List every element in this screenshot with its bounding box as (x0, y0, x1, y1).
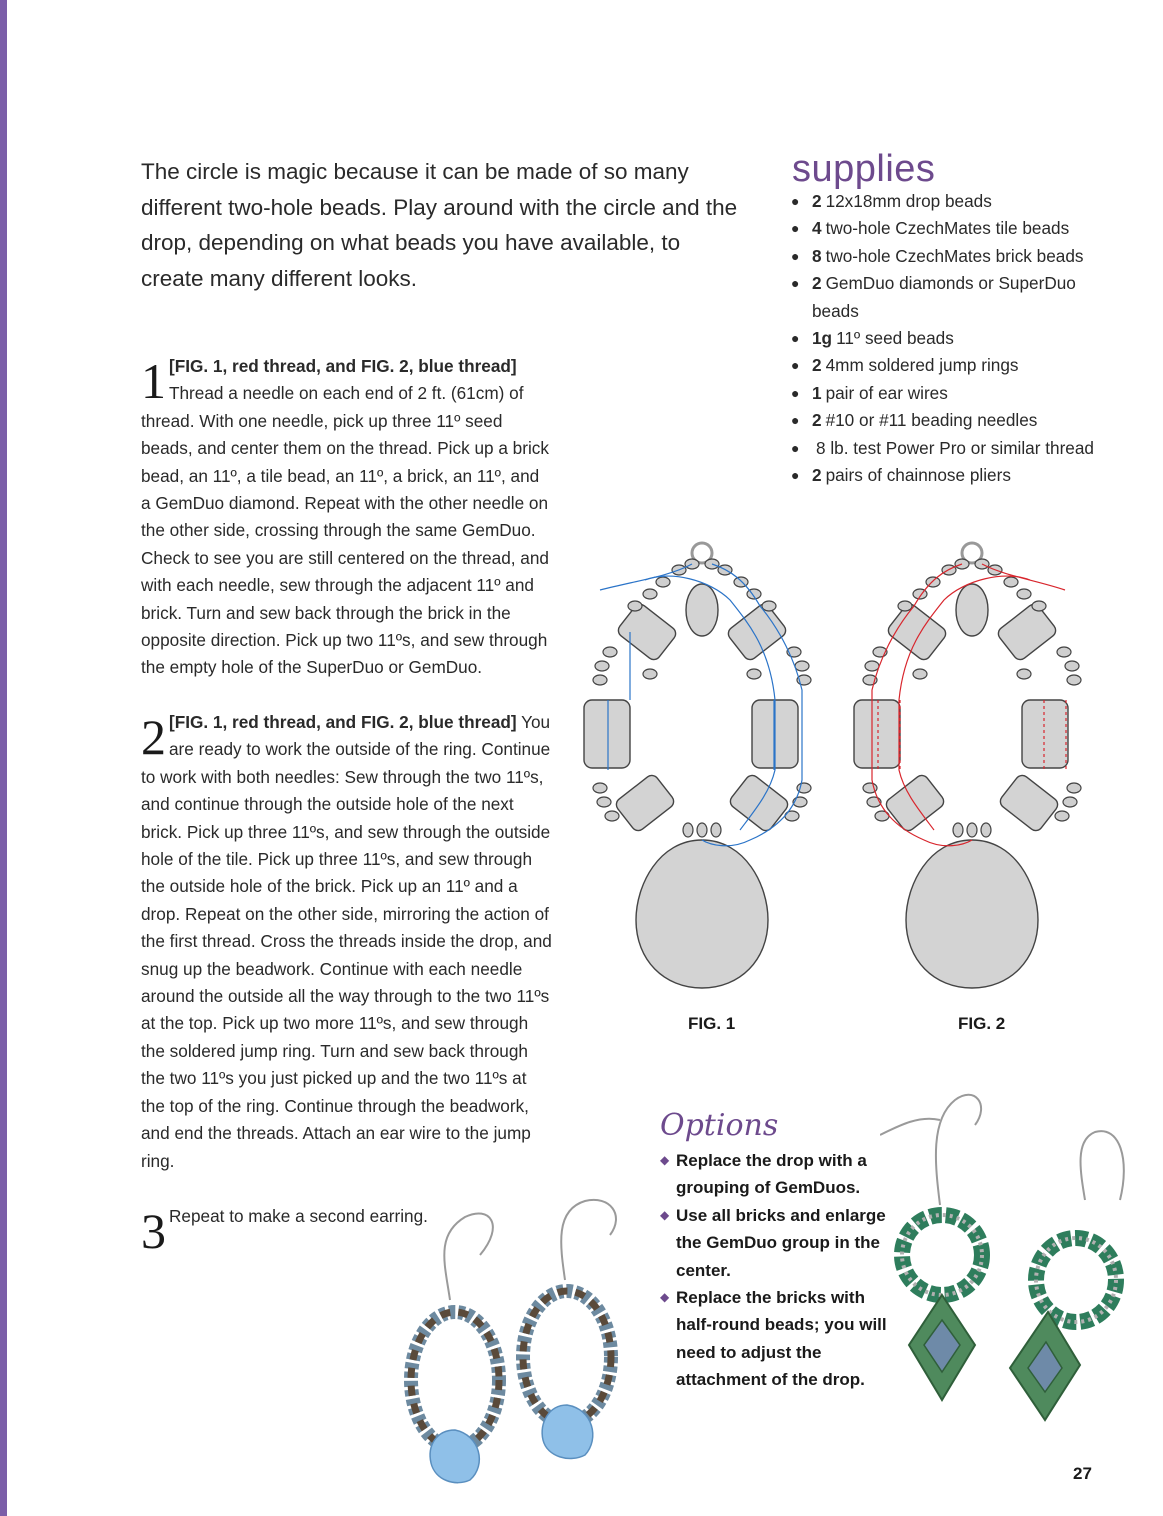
seed-bead (1065, 661, 1079, 671)
bullet-icon: ● (791, 275, 800, 292)
seed-bead (1017, 589, 1031, 599)
supply-text: 4mm soldered jump rings (825, 355, 1019, 376)
seed-bead (643, 589, 657, 599)
supply-item (790, 407, 1120, 434)
earring-right (523, 1291, 611, 1459)
bullet-icon: ● (791, 412, 800, 429)
options-title: Options (660, 1108, 779, 1143)
drop-bead (906, 840, 1038, 988)
option-text: Replace the bricks with half-round beads; you will need to adjust the attachment of the drop. (676, 1288, 887, 1390)
seed-bead (1032, 601, 1046, 611)
photo-blue-earrings (395, 1195, 635, 1485)
supply-item (790, 435, 1120, 462)
supply-qty: 1g (812, 328, 833, 349)
supply-item (790, 380, 1120, 407)
seed-bead (628, 601, 642, 611)
supply-qty: 1 (812, 382, 822, 403)
supply-text: pair of ear wires (825, 382, 948, 403)
page-number: 27 (1073, 1464, 1092, 1483)
ear-wire (1081, 1131, 1124, 1200)
step-2 (141, 709, 553, 1175)
seed-bead (1067, 675, 1081, 685)
photo-green-earrings (880, 1080, 1140, 1440)
seed-bead (593, 783, 607, 793)
option-item (660, 1202, 888, 1284)
seed-bead (747, 669, 761, 679)
seed-bead (605, 811, 619, 821)
seed-bead (1067, 783, 1081, 793)
seed-bead (711, 823, 721, 837)
seed-bead (595, 661, 609, 671)
supply-text: #10 or #11 beading needles (825, 410, 1038, 431)
seed-bead (597, 797, 611, 807)
seed-bead (603, 647, 617, 657)
diamond-bullet-icon: ◆ (660, 1290, 670, 1305)
supply-text: 12x18mm drop beads (825, 191, 992, 211)
supply-qty: 4 (812, 218, 822, 239)
earring-left (411, 1312, 499, 1483)
brick-bead (728, 773, 791, 834)
step-text: Repeat to make a second earring. (169, 1206, 428, 1226)
seed-bead (1055, 811, 1069, 821)
supply-text: 11º seed beads (836, 328, 954, 349)
gemduo-bead (956, 584, 988, 636)
supply-qty: 2 (812, 410, 822, 431)
ear-wire (880, 1119, 940, 1135)
figure-1-label: FIG. 1 (688, 1014, 736, 1033)
tile-bead (1022, 700, 1068, 768)
brick-bead (614, 773, 677, 834)
bullet-icon: ● (791, 439, 800, 456)
supply-item (790, 188, 1120, 215)
diamond-bullet-icon: ◆ (660, 1207, 670, 1222)
earring-left (902, 1215, 982, 1400)
supply-qty: 2 (812, 191, 822, 211)
bullet-icon: ● (791, 467, 800, 484)
bullet-icon: ● (791, 330, 800, 347)
step-number: 3 (141, 1203, 166, 1259)
step-heading: [FIG. 1, red thread, and FIG. 2, blue thread] (169, 712, 517, 732)
seed-bead (1004, 577, 1018, 587)
options-list (660, 1147, 888, 1394)
supply-item (790, 270, 1120, 325)
earring-right (1010, 1238, 1116, 1420)
supply-qty: 2 (812, 273, 822, 294)
drop-bead (636, 840, 768, 988)
bullet-icon: ● (791, 220, 800, 237)
supply-text: 8 lb. test Power Pro or similar thread (816, 437, 1094, 458)
figure-2-label: FIG. 2 (958, 1014, 1006, 1033)
seed-bead (762, 601, 776, 611)
step-text: You are ready to work the outside of the ring. Continue to work with both needles: Sew through the two 11ºs, and continue through the outside hole of the next brick. Pick up three 11ºs, and sew through the outside hole of the tile. Pick up three 11ºs, and sew through the outside hole of the brick. Pick up an 11º and a drop. Repeat on the other side, mirroring the action of the first thread. Cross the threads inside the drop, and snug up the beadwork. Continue with each needle around the outside all the way through to the two 11ºs at the top. Pick up two more 11ºs, and sew through the soldered jump ring. Turn and sew back through the two 11ºs you just picked up and the two 11ºs at the top of the ring. Continue through the beadwork, and end the threads. Attach an ear wire to the jump ring. (141, 712, 552, 1171)
figure-2-diagram (850, 540, 1100, 1000)
seed-bead (913, 669, 927, 679)
step-number: 2 (141, 709, 166, 765)
tile-bead (854, 700, 900, 768)
seed-bead (1017, 669, 1031, 679)
figure-1-diagram (580, 540, 830, 1000)
supply-item (790, 462, 1120, 489)
supply-text: GemDuo diamonds or SuperDuo beads (812, 273, 1076, 321)
supply-item (790, 215, 1120, 242)
supply-text: two-hole CzechMates brick beads (825, 245, 1084, 266)
ear-wire (444, 1213, 493, 1300)
bullet-icon: ● (791, 193, 800, 209)
diamond-bullet-icon: ◆ (660, 1153, 670, 1167)
page-edge-stripe (0, 0, 7, 1516)
brick-bead (996, 602, 1059, 663)
option-text: Replace the drop with a grouping of GemDuos. (676, 1151, 867, 1198)
seed-bead (953, 823, 963, 837)
supplies-title: supplies (792, 148, 936, 190)
seed-bead (795, 661, 809, 671)
step-text: Thread a needle on each end of 2 ft. (61cm) of thread. With one needle, pick up three 11º seed beads, and center them on the thread. Pick up a brick bead, an 11º, a tile bead, an 11º, a brick, an 11º, and a GemDuo diamond. Repeat with the other needle on the other side, crossing through the same GemDuo. Check to see you are still centered on the thread, and with each needle, sew through the adjacent 11º and brick. Turn and sew back through the brick in the opposite direction. Pick up two 11ºs, and sew through the empty hole of the SuperDuo or GemDuo. (141, 383, 549, 678)
ear-wire (561, 1200, 616, 1280)
seed-bead (981, 823, 991, 837)
step-heading: [FIG. 1, red thread, and FIG. 2, blue thread] (169, 356, 517, 376)
option-item (660, 1147, 888, 1202)
seed-bead (683, 823, 693, 837)
seed-bead (967, 823, 977, 837)
supply-qty: 2 (812, 355, 822, 376)
bullet-icon: ● (791, 357, 800, 374)
supply-qty: 8 (812, 245, 822, 266)
seed-bead (1063, 797, 1077, 807)
supply-text: pairs of chainnose pliers (825, 465, 1011, 486)
supply-item (790, 243, 1120, 270)
step-number: 1 (141, 353, 166, 409)
seed-bead (643, 669, 657, 679)
bullet-icon: ● (791, 247, 800, 264)
intro-paragraph: The circle is magic because it can be made of so many different two-hole beads. Play around with the circle and the drop, depending on what beads you have available, to create many different looks. (141, 159, 738, 291)
brick-bead (616, 602, 679, 663)
seed-bead (593, 675, 607, 685)
bullet-icon: ● (791, 384, 800, 401)
seed-bead (1057, 647, 1071, 657)
seed-bead (865, 661, 879, 671)
option-item (660, 1284, 888, 1394)
ear-wire (936, 1095, 981, 1205)
supply-qty: 2 (812, 465, 822, 486)
supplies-list (790, 188, 1120, 489)
supply-item (790, 352, 1120, 379)
option-text: Use all bricks and enlarge the GemDuo group in the center. (676, 1205, 886, 1280)
tile-bead (584, 700, 630, 768)
gemduo-bead (686, 584, 718, 636)
supply-text: two-hole CzechMates tile beads (825, 218, 1070, 239)
brick-bead (884, 773, 947, 834)
step-1 (141, 353, 553, 682)
seed-bead (656, 577, 670, 587)
seed-bead (898, 601, 912, 611)
seed-bead (697, 823, 707, 837)
supply-item (790, 325, 1120, 352)
brick-bead (998, 773, 1061, 834)
